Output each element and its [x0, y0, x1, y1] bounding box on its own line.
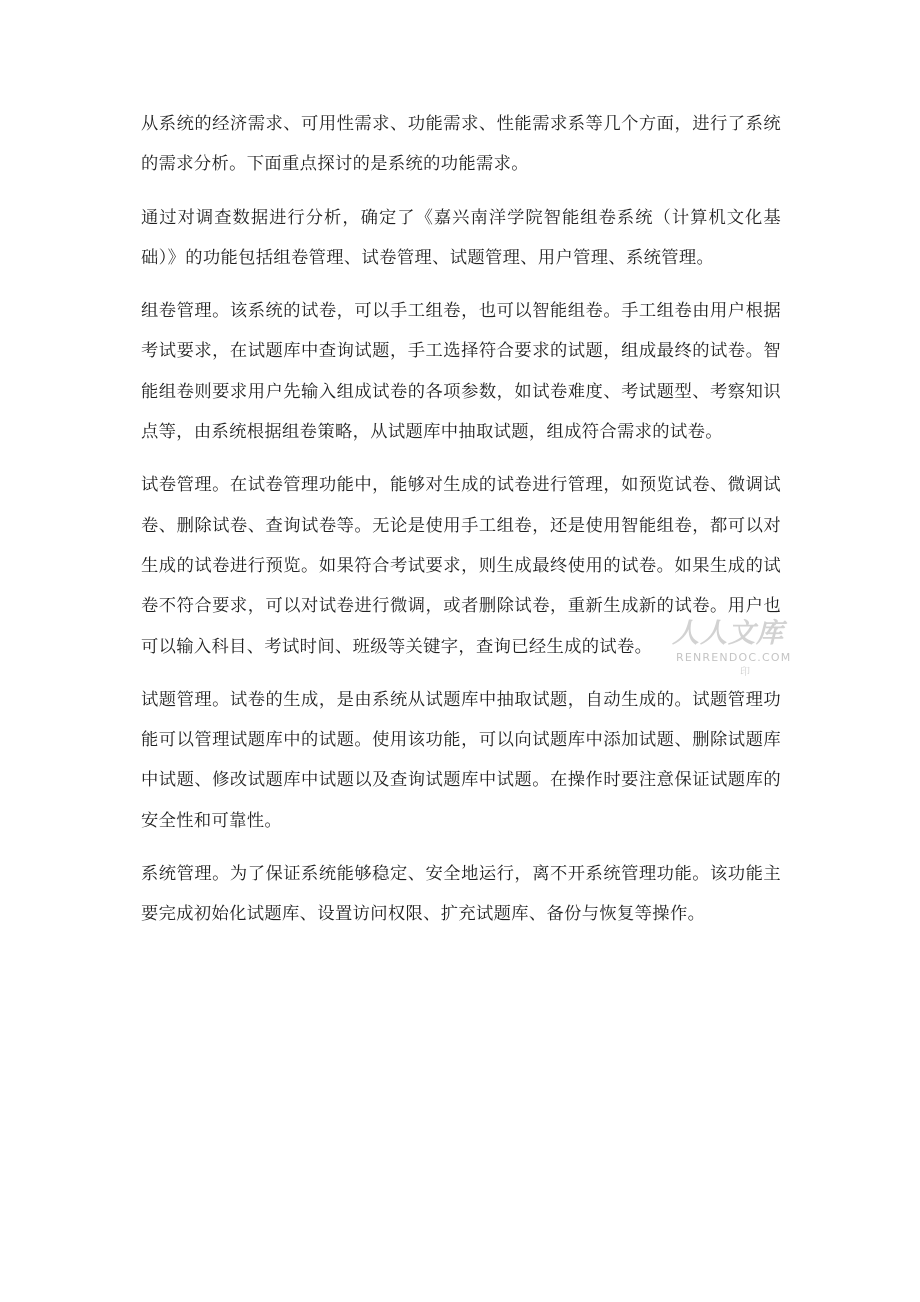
- watermark-url: RENRENDOC.COM: [676, 651, 792, 664]
- paragraph-requirements-intro: 从系统的经济需求、可用性需求、功能需求、性能需求系等几个方面，进行了系统的需求分析。下面重点探讨的是系统的功能需求。: [141, 114, 781, 175]
- document-body: [141, 104, 781, 948]
- paragraph-exam-paper-management: 试卷管理。在试卷管理功能中，能够对生成的试卷进行管理，如预览试卷、微调试卷、删除试卷、查询试卷等。无论是使用手工组卷，还是使用智能组卷，都可以对生成的试卷进行预览。如果符合考试要求，则生成最终使用的试卷。如果生成的试卷不符合要求，可以对试卷进行微调，或者删除试卷，重新生成新的试卷。用户也可以输入科目、考试时间、班级等关键字，查询已经生成的试卷。: [141, 475, 781, 657]
- paragraph-paper-assembly-management: 组卷管理。该系统的试卷，可以手工组卷，也可以智能组卷。手工组卷由用户根据考试要求，在试题库中查询试题，手工选择符合要求的试题，组成最终的试卷。智能组卷则要求用户先输入组成试卷的各项参数，如试卷难度、考试题型、考察知识点等，由系统根据组卷策略，从试题库中抽取试题，组成符合需求的试卷。: [141, 301, 781, 443]
- paragraph-function-overview: 通过对调查数据进行分析，确定了《嘉兴南洋学院智能组卷系统（计算机文化基础）》的功能包括组卷管理、试卷管理、试题管理、用户管理、系统管理。: [141, 207, 781, 268]
- watermark-logo: 人人文库: [672, 618, 784, 649]
- paragraph-question-management: 试题管理。试卷的生成，是由系统从试题库中抽取试题，自动生成的。试题管理功能可以管理试题库中的试题。使用该功能，可以向试题库中添加试题、删除试题库中试题、修改试题库中试题以及查询试题库中试题。在操作时要注意保证试题库的安全性和可靠性。: [141, 689, 781, 831]
- watermark-sub: 印: [740, 667, 750, 678]
- paragraph-system-management: 系统管理。为了保证系统能够稳定、安全地运行，离不开系统管理功能。该功能主要完成初始化试题库、设置访问权限、扩充试题库、备份与恢复等操作。: [141, 864, 781, 925]
